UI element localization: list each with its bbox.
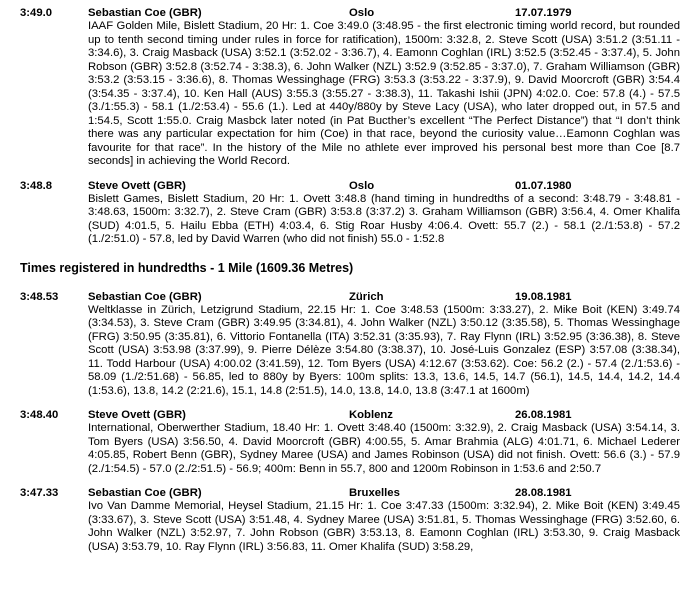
record-athlete: Sebastian Coe (GBR) — [88, 7, 202, 19]
record-entry — [20, 179, 680, 247]
record-header — [20, 290, 680, 304]
record-header — [20, 6, 680, 20]
record-entry — [20, 290, 680, 399]
record-header — [20, 408, 680, 422]
record-venue: Zürich — [349, 290, 384, 303]
record-entry — [20, 408, 680, 476]
record-header — [20, 486, 680, 500]
record-time: 3:47.33 — [20, 487, 59, 499]
record-description: International, Oberwerther Stadium, 18.40 Hr: 1. Ovett 3:48.40 (1500m: 3:32.9), 2. Craig Masback (USA) 3:54.14, 3. Tom Byers (USA) 3:56.50, 4. David Moorcroft (GBR) 4:00.55, 5. Amar Brahmia (ALG) 4:01.71, 6. Michael Lederer 4:05.85, Robert Benn (GBR), Sydney Maree (USA) and James Robinson (USA) did not finish. Ovett: 56.6 (3.) - 57.9 (2./1:54.5) - 57.0 (2./2:51.5) - 56.9; 400m: Benn in 55.7, 800 and 1200m Robinson in 1:53.6 and 2:50.7 — [88, 422, 680, 475]
record-date: 28.08.1981 — [515, 487, 572, 499]
record-venue: Oslo — [349, 179, 375, 192]
record-date: 26.08.1981 — [515, 409, 572, 421]
record-description: Ivo Van Damme Memorial, Heysel Stadium, 21.15 Hr: 1. Coe 3:47.33 (1500m: 3:32.94), 2. Mike Boit (KEN) 3:49.45 (3:33.67), 3. Steve Scott (USA) 3:51.48, 4. Sydney Maree (USA) 3:51.81, 5. Thomas Wessinghage (FRG) 3:52.60, 6. John Walker (NZL) 3:52.97, 7. John Robson (GBR) 3:53.13, 8. Eamonn Coghlan (IRL) 3:53.30, 9. Craig Masback (USA) 3:53.79, 10. Ray Flynn (IRL) 3:56.83, 11. Omer Khalifa (SUD) 3:58.29, — [88, 500, 680, 553]
record-venue: Bruxelles — [349, 487, 400, 499]
record-athlete: Steve Ovett (GBR) — [88, 409, 186, 421]
record-header — [20, 179, 680, 193]
record-time: 3:48.8 — [20, 179, 53, 192]
record-athlete: Sebastian Coe (GBR) — [88, 290, 202, 303]
record-time: 3:49.0 — [20, 7, 53, 19]
record-description: Weltklasse in Zürich, Letzigrund Stadium, 22.15 Hr: 1. Coe 3:48.53 (1500m: 3:33.27), 2. Mike Boit (KEN) 3:49.74 (3:34.53), 3. Steve Cram (GBR) 3:49.95 (3:34.81), 4. John Walker (NZL) 3:50.12 (3:35.58), 5. Thomas Wessinghage (FRG) 3:50.95 (3:35.81), 6. Vittorio Fontanella (ITA) 3:52.31 (3:35.93), 7. Ray Flynn (IRL) 3:52.95 (3:36.38), 8. Steve Scott (USA) 3:53.98 (3:37.99), 9. Pierre Délèze 3:54.80 (3:38.37), 10. José-Luis Gonzalez (ESP) 3:57.08 (3:38.34), 11. Todd Harbour (USA) 4:00.02 (3:41.59), 12. Tom Byers (USA) 4:12.67 (3:53.62). Coe: 56.2 (2.) - 57.4 (2./1:53.6) - 58.09 (1./2:51.68) - 56.85, led to 880y by Byers: 100m splits: 13.3, 13.6, 14.5, 14.7 (56.1), 14.5, 14.4, 14.2, 14.4 (1:53.6), 13.8, 14.2 (2:21.6), 15.1, 14.8 (2:51.5), 14.0, 13.8, 14.0, 13.8 (3:47.1 at 1600m) — [88, 303, 680, 397]
document-page — [20, 6, 680, 554]
record-date: 01.07.1980 — [515, 179, 572, 192]
record-date: 17.07.1979 — [515, 7, 572, 19]
section-title: Times registered in hundredths - 1 Mile (1609.36 Metres) — [20, 260, 354, 275]
record-time: 3:48.53 — [20, 290, 59, 303]
record-venue: Oslo — [349, 7, 375, 19]
record-date: 19.08.1981 — [515, 290, 572, 303]
record-description: Bislett Games, Bislett Stadium, 20 Hr: 1. Ovett 3:48.8 (hand timing in hundredths of a second: 3:48.79 - 3:48.81 - 3:48.63, 1500m: 3:32.7), 2. Steve Cram (GBR) 3:53.8 (3:37.2) 3. Graham Williamson (GBR) 3:56.4, 4. Omer Khalifa (SUD) 4:01.5, 5. Hailu Ebba (ETH) 4:03.4, 6. Stig Roar Husby 4:06.4. Ovett: 55.7 (2.) - 58.1 (2./1:53.8) - 57.2 (1./2:51.0) - 57.8, led by David Warren (who did not finish) 55.0 - 1:52.8 — [88, 192, 680, 245]
record-athlete: Steve Ovett (GBR) — [88, 179, 186, 192]
record-venue: Koblenz — [349, 409, 393, 421]
record-description: IAAF Golden Mile, Bislett Stadium, 20 Hr: 1. Coe 3:49.0 (3:48.95 - the first electronic timing world record, but rounded up to tenth second timing under rules in force for ratification), 1500m: 3:32.8, 2. Steve Scott (USA) 3:51.2 (3:51.11 - 3:34.6), 3. Craig Masback (USA) 3:52.1 (3:52.02 - 3:36.7), 4. Eamonn Coghlan (IRL) 3:52.5 (3:52.45 - 3:37.4), 5. John Robson (GBR) 3:52.8 (3:52.74 - 3:38.3), 6. John Walker (NZL) 3:52.9 (3:52.85 - 3:37.0), 7. Graham Williamson (GBR) 3:53.2 (3:53.15 - 3:36.6), 8. Thomas Wessinghage (FRG) 3:53.3 (3:53.22 - 3:37.9), 9. David Moorcroft (GBR) 3:54.4 (3:54.35 - 3:37.4), 10. Ken Hall (AUS) 3:55.3 (3:55.27 - 3:38.3), 11. Takashi Ishii (JPN) 4:02.0. Coe: 57.8 (4.) - 57.5 (3./1:55.3) - 58.1 (1./2:53.4) - 55.6 (1.). Led at 440y/880y by Steve Lacy (USA), who later dropped out, in 57.5 and 1:54.5, Scott 1:55.0. Craig Masbck later noted (in Pat Bucther’s excellent “The Perfect Distance”) that “I don’t think there was any particular expectation for him (Coe) in that race, beyond the curiosity value…Eamonn Coghlan was favourite for that race”. In the history of the Mile no athlete ever improved his personal best more than Coe [8.7 seconds] in achieving the World Record. — [88, 20, 680, 167]
record-entry — [20, 486, 680, 554]
record-entry — [20, 6, 680, 169]
record-athlete: Sebastian Coe (GBR) — [88, 487, 202, 499]
record-time: 3:48.40 — [20, 409, 59, 421]
